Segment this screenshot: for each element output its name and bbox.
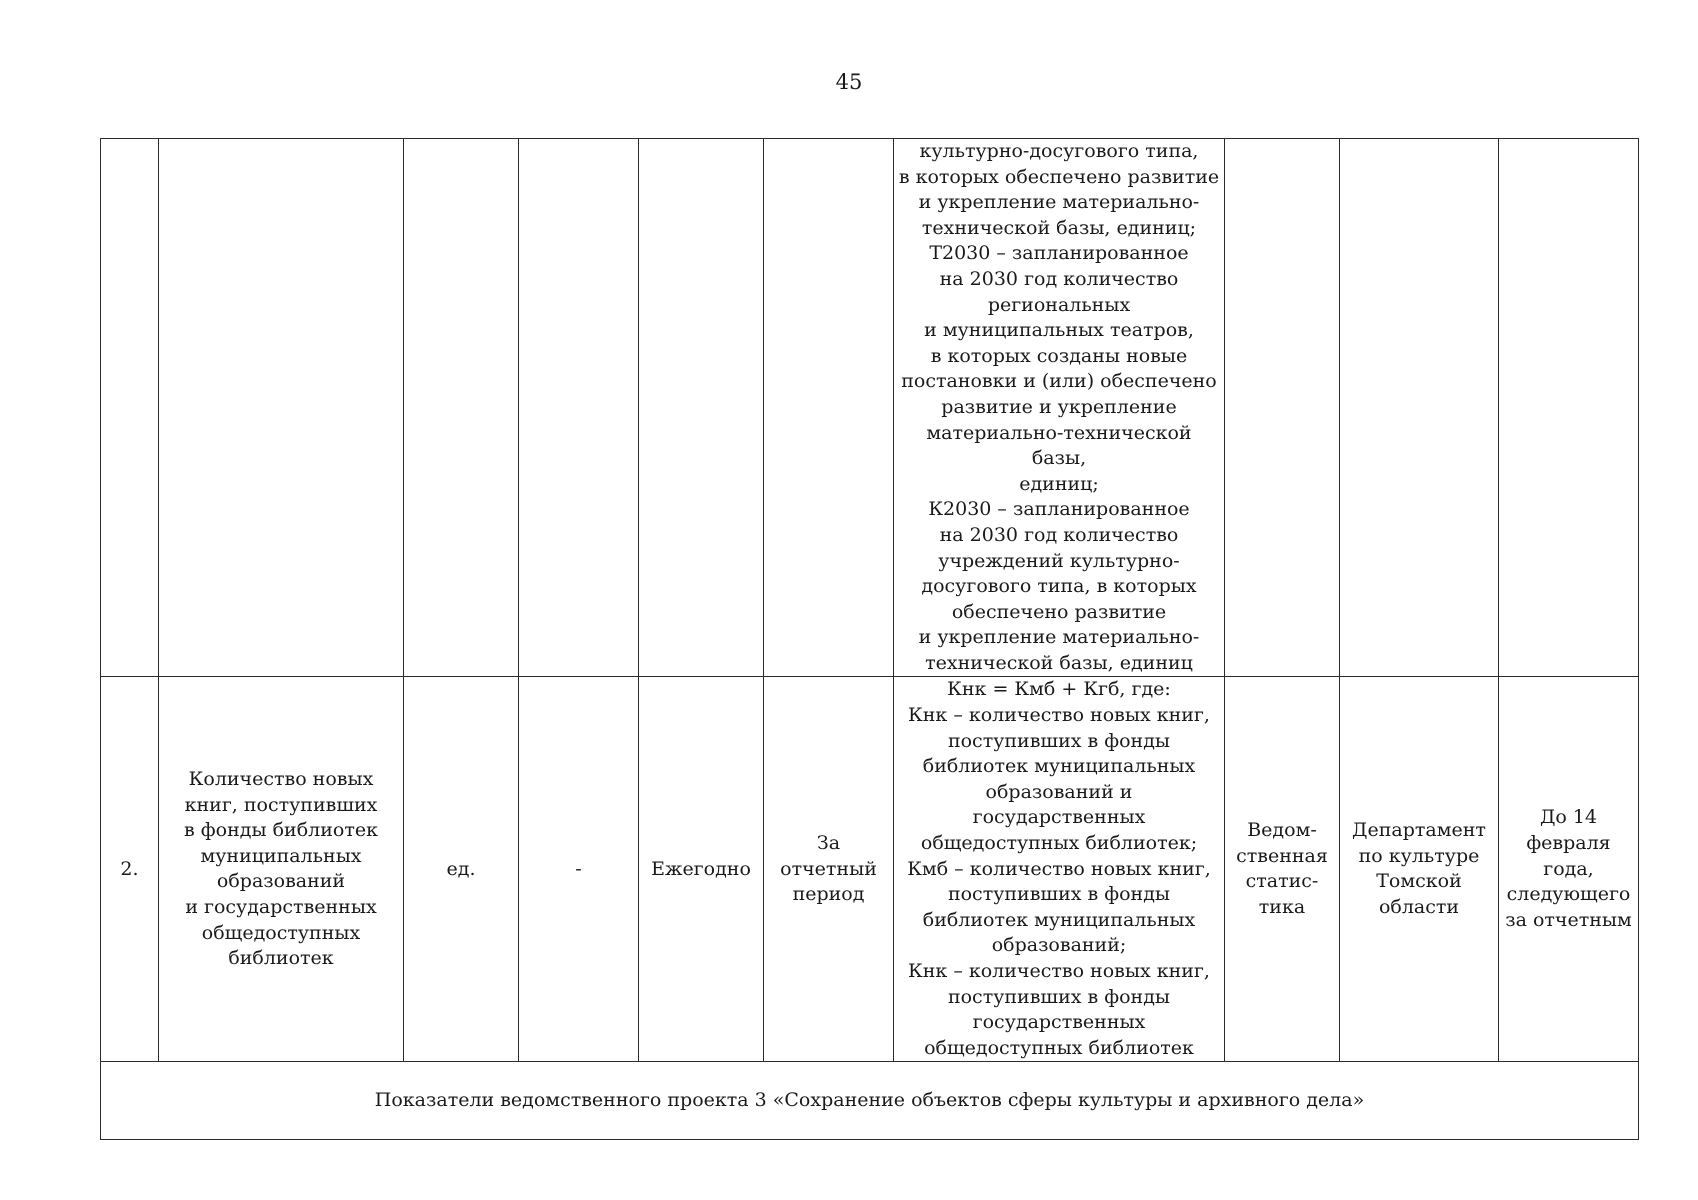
cell-definition: - [519, 677, 639, 1062]
table-row-continued [101, 139, 1639, 677]
table-row-section-header [101, 1062, 1639, 1140]
cell-period-empty [764, 139, 894, 677]
cell-unit: ед. [404, 677, 519, 1062]
cell-number: 2. [101, 677, 159, 1062]
cell-period: За отчетный период [764, 677, 894, 1062]
page-number: 45 [835, 70, 863, 94]
cell-unit-empty [404, 139, 519, 677]
cell-formula: Кнк = Кмб + Кгб, где: Кнк – количество новых книг, поступивших в фонды библиотек муниципальных образований и государственных общедоступных библиотек; Кмб – количество новых книг, поступивших в фонды библиотек муниципальных образований; Кнк – количество новых книг, поступивших в фонды государственных общедоступных библиотек [894, 677, 1225, 1062]
cell-number-empty [101, 139, 159, 677]
cell-source-empty [1225, 139, 1340, 677]
cell-deadline: До 14 февраля года, следующего за отчетным [1499, 677, 1639, 1062]
cell-definition-empty [519, 139, 639, 677]
cell-responsible: Департамент по культуре Томской области [1340, 677, 1499, 1062]
cell-frequency: Ежегодно [639, 677, 764, 1062]
cell-formula-continuation: культурно-досугового типа, в которых обеспечено развитие и укрепление материально- технической базы, единиц; Т2030 – запланированное на 2030 год количество региональных и муниципальных театров, в которых созданы новые постановки и (или) обеспечено развитие и укрепление материально-технической базы, единиц; К2030 – запланированное на 2030 год количество учреждений культурно- досугового типа, в которых обеспечено развитие и укрепление материально- технической базы, единиц [894, 139, 1225, 677]
cell-responsible-empty [1340, 139, 1499, 677]
cell-source: Ведом- ственная статис- тика [1225, 677, 1340, 1062]
table-row-indicator-2 [101, 677, 1639, 1062]
cell-name-empty [159, 139, 404, 677]
indicators-table [100, 138, 1639, 1140]
cell-deadline-empty [1499, 139, 1639, 677]
cell-frequency-empty [639, 139, 764, 677]
section-title: Показатели ведомственного проекта 3 «Сохранение объектов сферы культуры и архивного дела» [101, 1062, 1639, 1140]
cell-indicator-name: Количество новых книг, поступивших в фонды библиотек муниципальных образований и государственных общедоступных библиотек [159, 677, 404, 1062]
